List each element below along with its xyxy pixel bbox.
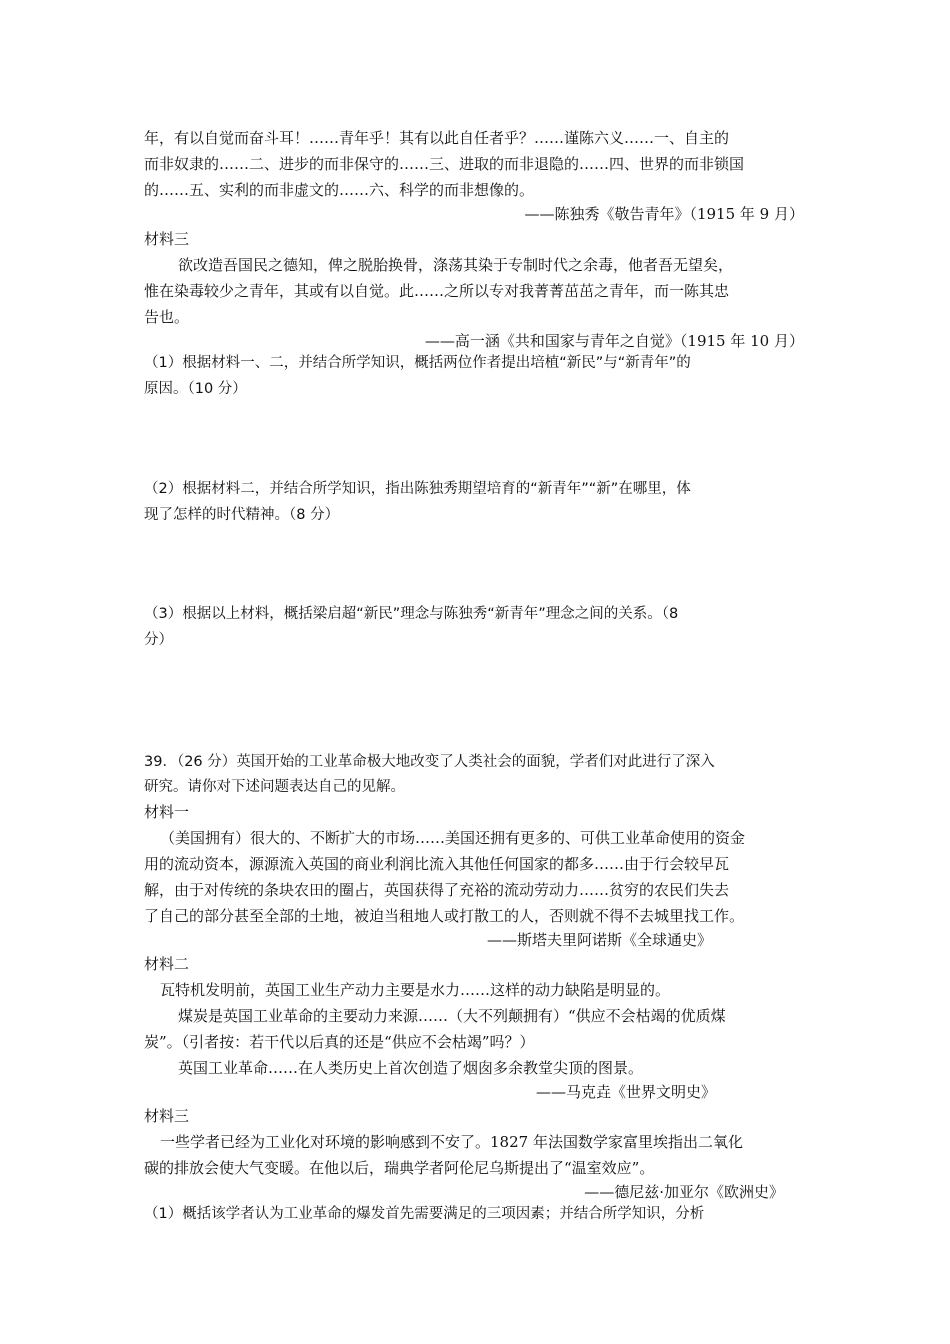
question-1-line: 原因。（10 分）: [144, 381, 247, 397]
question-1-line: （1）根据材料一、二，并结合所学知识，概括两位作者提出培植“新民”与“新青年”的: [144, 355, 691, 371]
passage-line: 年，有以自觉而奋斗耳！……青年乎！其有以此自任者乎？……谨陈六义……一、自主的: [144, 129, 730, 147]
material-line: 碳的排放会使大气变暖。在他以后，瑞典学者阿伦尼乌斯提出了“温室效应”。: [144, 1159, 655, 1177]
material-line: 英国工业革命……在人类历史上首次创造了烟囱多余教堂尖顶的图景。: [178, 1059, 644, 1077]
material-source: ——斯塔夫里阿诺斯《全球通史》: [486, 931, 712, 949]
material-source: ——高一涵《共和国家与青年之自觉》（1915 年 10 月）: [424, 332, 804, 350]
question-2-line: 现了怎样的时代精神。（8 分）: [144, 507, 340, 523]
passage-line: 而非奴隶的……二、进步的而非保守的……三、进取的而非退隐的……四、世界的而非锁国: [144, 155, 745, 173]
material-source: ——马克垚《世界文明史》: [535, 1083, 716, 1101]
passage-line: 的……五、实利的而非虚文的……六、科学的而非想像的。: [144, 181, 535, 199]
material-line: 告也。: [144, 308, 190, 326]
material-line: 炭”。（引者按：若干代以后真的还是“供应不会枯竭”吗？）: [144, 1033, 535, 1051]
question-2-line: （2）根据材料二，并结合所学知识，指出陈独秀期望培育的“新青年”“新”在哪里，体: [144, 481, 691, 497]
material-line: 解，由于对传统的条块农田的圈占，英国获得了充裕的流动劳动力……贫穷的农民们失去: [144, 881, 730, 899]
material-line: （美国拥有）很大的、不断扩大的市场……美国还拥有更多的、可供工业革命使用的资金: [160, 829, 746, 847]
material-label: 材料二: [144, 955, 190, 973]
material-label: 材料一: [144, 803, 190, 821]
question-3-line: （3）根据以上材料，概括梁启超“新民”理念与陈独秀“新青年”理念之间的关系。（8: [144, 606, 679, 622]
question-39-1: （1）概括该学者认为工业革命的爆发首先需要满足的三项因素；并结合所学知识，分析: [144, 1206, 705, 1222]
material-line: 煤炭是英国工业革命的主要动力来源……（大不列颠拥有）“供应不会枯竭的优质煤: [178, 1007, 726, 1025]
material-line: 欲改造吾国民之德知，俾之脱胎换骨，涤荡其染于专制时代之余毒，他者吾无望矣，: [178, 256, 734, 274]
material-line: 瓦特机发明前，英国工业生产动力主要是水力……这样的动力缺陷是明显的。: [160, 981, 671, 999]
material-line: 惟在染毒较少之青年，其或有以自觉。此……之所以专对我菁菁茁茁之青年，而一陈其忠: [144, 282, 730, 300]
passage-source: ——陈独秀《敬告青年》（1915 年 9 月）: [524, 205, 804, 223]
material-label: 材料三: [144, 230, 190, 248]
material-line: 了自己的部分甚至全部的土地，被迫当租地人或打散工的人，否则就不得不去城里找工作。: [144, 907, 745, 925]
question-39-intro: 研究。请你对下述问题表达自己的见解。: [144, 779, 405, 795]
material-line: 用的流动资本，源源流入英国的商业利润比流入其他任何国家的都多……由于行会较早瓦: [144, 855, 730, 873]
material-line: 一些学者已经为工业化对环境的影响感到不安了。1827 年法国数学家富里埃指出二氧化: [160, 1133, 743, 1151]
question-3-line: 分）: [144, 632, 173, 648]
question-39-intro: 39．（26 分）英国开始的工业革命极大地改变了人类社会的面貌，学者们对此进行了深入: [144, 754, 715, 770]
material-source: ——德尼兹·加亚尔《欧洲史》: [584, 1183, 784, 1201]
material-label: 材料三: [144, 1107, 190, 1125]
